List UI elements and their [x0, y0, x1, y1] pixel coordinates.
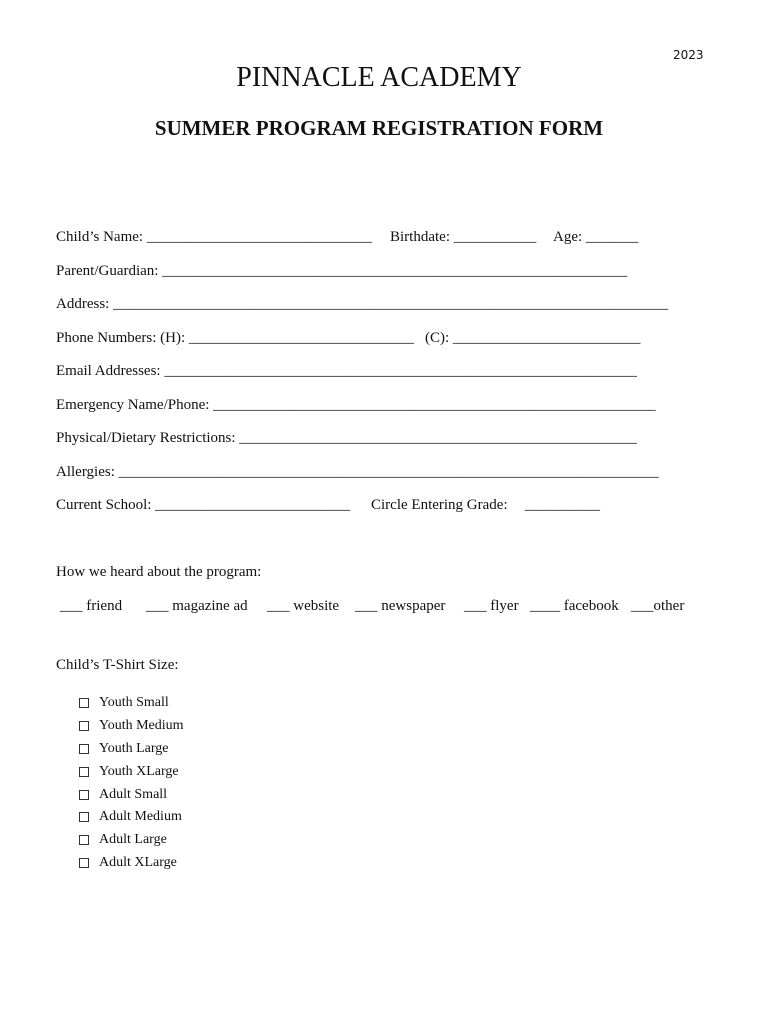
checkbox-icon[interactable] [79, 835, 89, 845]
heard-option-website[interactable]: ___ website [267, 598, 340, 614]
tshirt-option-adult-xlarge[interactable] [79, 852, 184, 875]
tshirt-option-youth-small[interactable] [79, 692, 184, 715]
heard-option-other[interactable]: ___other [631, 598, 685, 614]
tshirt-option-youth-large[interactable] [79, 738, 184, 761]
heard-option-friend[interactable]: ___ friend [60, 598, 123, 614]
email-field[interactable]: Email Addresses: _______________________________________________________________ [56, 363, 637, 379]
heard-option-magazine[interactable]: ___ magazine ad [146, 598, 248, 614]
school-name: PINNACLE ACADEMY [236, 62, 522, 93]
birthdate-field[interactable]: Birthdate: ___________ [390, 229, 537, 245]
tshirt-option-label: Youth Small [99, 695, 169, 711]
tshirt-option-youth-medium[interactable] [79, 715, 184, 738]
tshirt-option-label: Adult Small [99, 786, 168, 802]
checkbox-icon[interactable] [79, 698, 89, 708]
tshirt-size-list [79, 692, 184, 874]
checkbox-icon[interactable] [79, 767, 89, 777]
entering-grade-field[interactable]: __________ [525, 497, 600, 513]
age-field[interactable]: Age: _______ [553, 229, 639, 245]
checkbox-icon[interactable] [79, 858, 89, 868]
heard-option-facebook[interactable]: ____ facebook [530, 598, 619, 614]
allergies-field[interactable]: Allergies: ________________________________________________________________________ [56, 464, 659, 480]
address-field[interactable]: Address: __________________________________________________________________________ [56, 296, 669, 312]
child-name-field[interactable]: Child’s Name: ______________________________ [56, 229, 372, 245]
tshirt-option-adult-small[interactable] [79, 783, 184, 806]
tshirt-option-label: Adult Large [99, 832, 167, 848]
restrictions-field[interactable]: Physical/Dietary Restrictions: _____________________________________________________ [56, 430, 637, 446]
tshirt-option-adult-large[interactable] [79, 829, 184, 852]
checkbox-icon[interactable] [79, 790, 89, 800]
tshirt-size-label: Child’s T-Shirt Size: [56, 657, 179, 673]
heard-option-newspaper[interactable]: ___ newspaper [355, 598, 446, 614]
tshirt-option-adult-medium[interactable] [79, 806, 184, 829]
entering-grade-label: Circle Entering Grade: [371, 497, 508, 513]
parent-guardian-field[interactable]: Parent/Guardian: ______________________________________________________________ [56, 263, 628, 279]
form-title: SUMMER PROGRAM REGISTRATION FORM [154, 116, 604, 140]
tshirt-option-label: Youth XLarge [99, 763, 179, 779]
phone-cell-field[interactable]: (C): _________________________ [425, 330, 641, 346]
tshirt-option-youth-xlarge[interactable] [79, 760, 184, 783]
heard-about-label: How we heard about the program: [56, 564, 262, 580]
tshirt-option-label: Adult XLarge [99, 854, 177, 870]
form-year: 2023 [673, 48, 704, 62]
tshirt-option-label: Youth Large [99, 740, 169, 756]
heard-option-flyer[interactable]: ___ flyer [464, 598, 519, 614]
emergency-contact-field[interactable]: Emergency Name/Phone: ___________________________________________________________ [56, 397, 656, 413]
phone-home-field[interactable]: Phone Numbers: (H): ______________________________ [56, 330, 414, 346]
tshirt-option-label: Adult Medium [99, 809, 182, 825]
tshirt-option-label: Youth Medium [99, 718, 184, 734]
current-school-field[interactable]: Current School: __________________________ [56, 497, 351, 513]
checkbox-icon[interactable] [79, 812, 89, 822]
checkbox-icon[interactable] [79, 721, 89, 731]
checkbox-icon[interactable] [79, 744, 89, 754]
